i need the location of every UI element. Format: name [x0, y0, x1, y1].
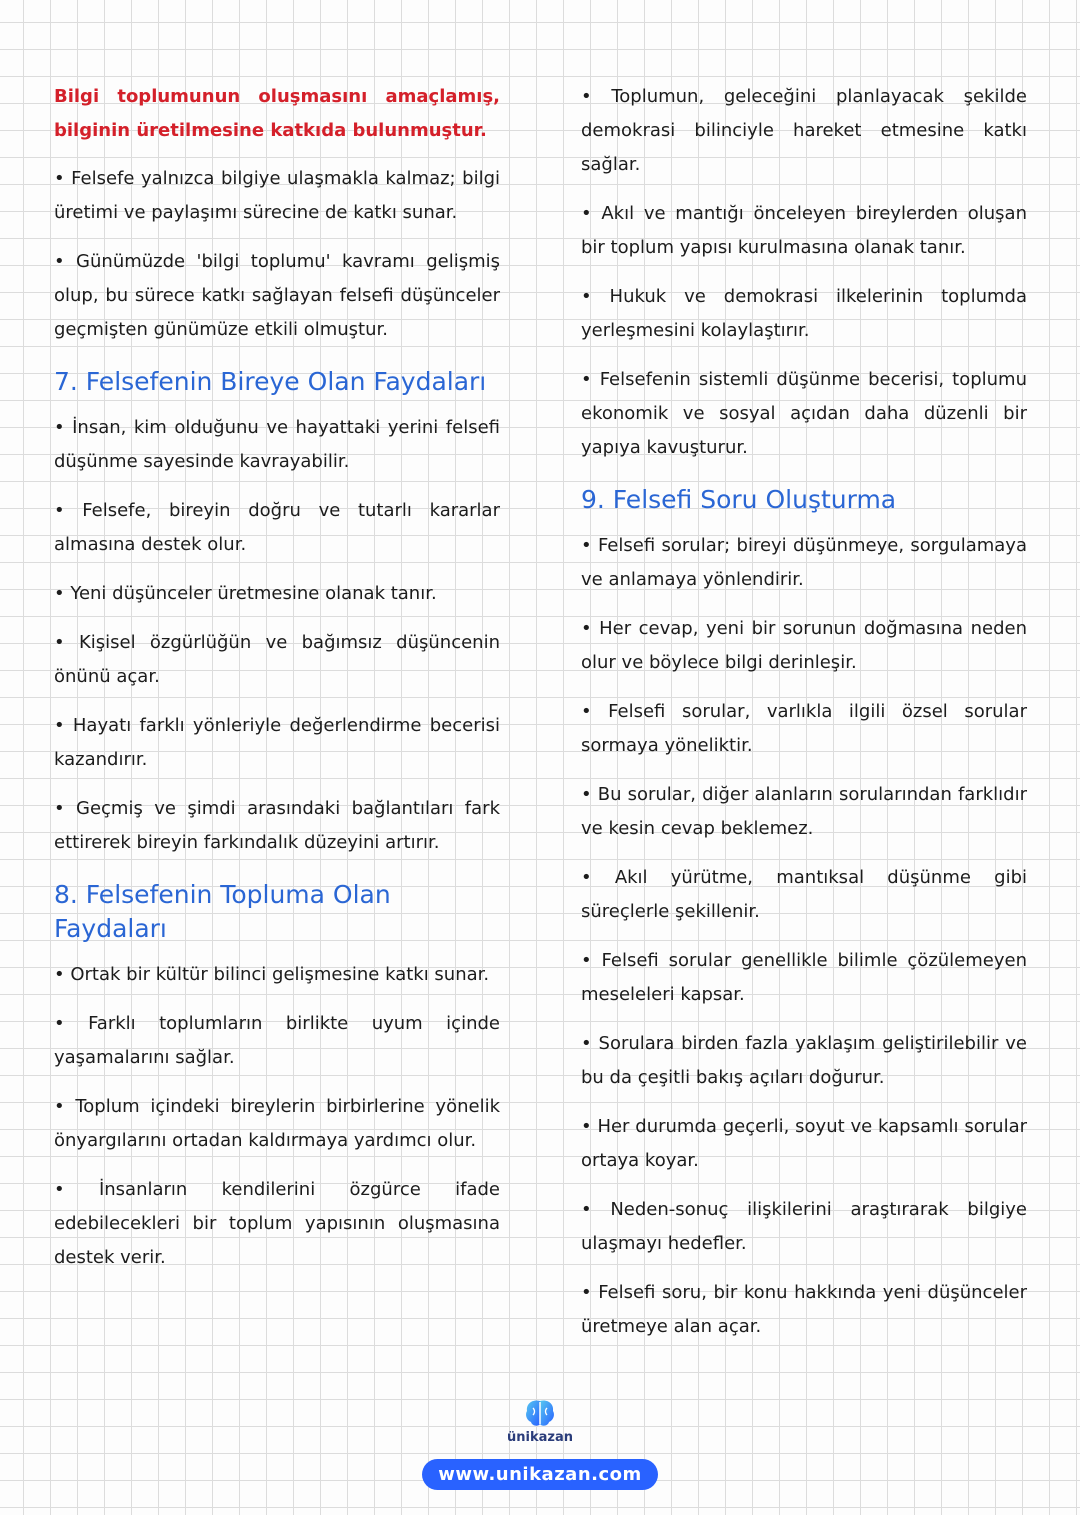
list-item: • Neden-sonuç ilişkilerini araştırarak bilgiye ulaşmayı hedefler. — [581, 1199, 1027, 1254]
intro-highlight: Bilgi toplumunun oluşmasını amaçlamış, bilginin üretilmesine katkıda bulunmuştur. — [54, 86, 500, 141]
list-item: • Günümüzde 'bilgi toplumu' kavramı gelişmiş olup, bu sürece katkı sağlayan felsefi düşünceler geçmişten günümüze etkili olmuştur. — [54, 251, 500, 340]
list-item: • İnsanların kendilerini özgürce ifade edebilecekleri bir toplum yapısının oluşmasına destek verir. — [54, 1179, 500, 1268]
list-item: • Felsefi sorular; bireyi düşünmeye, sorgulamaya ve anlamaya yönlendirir. — [581, 535, 1027, 590]
list-item: • Kişisel özgürlüğün ve bağımsız düşüncenin önünü açar. — [54, 632, 500, 687]
list-item: • Sorulara birden fazla yaklaşım geliştirilebilir ve bu da çeşitli bakış açıları doğurur. — [581, 1033, 1027, 1088]
list-item: • Felsefi soru, bir konu hakkında yeni düşünceler üretmeye alan açar. — [581, 1282, 1027, 1337]
list-item: • Felsefe, bireyin doğru ve tutarlı kararlar almasına destek olur. — [54, 500, 500, 555]
list-item: • Hayatı farklı yönleriyle değerlendirme becerisi kazandırır. — [54, 715, 500, 770]
section-7-title: 7. Felsefenin Bireye Olan Faydaları — [54, 367, 487, 396]
brand-logo — [0, 1398, 1080, 1445]
list-item: • Hukuk ve demokrasi ilkelerinin toplumda yerleşmesini kolaylaştırır. — [581, 286, 1027, 341]
footer — [0, 1398, 1080, 1490]
list-item: • İnsan, kim olduğunu ve hayattaki yerini felsefi düşünme sayesinde kavrayabilir. — [54, 417, 500, 472]
list-item: • Toplum içindeki bireylerin birbirlerine yönelik önyargılarını ortadan kaldırmaya yardımcı olur. — [54, 1096, 500, 1151]
list-item: • Yeni düşünceler üretmesine olanak tanır. — [54, 583, 437, 604]
list-item: • Her durumda geçerli, soyut ve kapsamlı sorular ortaya koyar. — [581, 1116, 1027, 1171]
list-item: • Felsefe yalnızca bilgiye ulaşmakla kalmaz; bilgi üretimi ve paylaşımı sürecine de katkı sunar. — [54, 168, 500, 223]
list-item: • Felsefi sorular, varlıkla ilgili özsel sorular sormaya yöneliktir. — [581, 701, 1027, 756]
list-item: • Akıl yürütme, mantıksal düşünme gibi süreçlerle şekillenir. — [581, 867, 1027, 922]
brand-name: ünikazan — [507, 1430, 573, 1445]
list-item: • Geçmiş ve şimdi arasındaki bağlantıları fark ettirerek bireyin farkındalık düzeyini artırır. — [54, 798, 500, 853]
list-item: • Farklı toplumların birlikte uyum içinde yaşamalarını sağlar. — [54, 1013, 500, 1068]
section-8-title: 8. Felsefenin Topluma Olan Faydaları — [54, 880, 391, 943]
right-column — [581, 80, 1027, 1359]
list-item: • Bu sorular, diğer alanların sorularından farklıdır ve kesin cevap beklemez. — [581, 784, 1027, 839]
section-9-title: 9. Felsefi Soru Oluşturma — [581, 485, 897, 514]
list-item: • Her cevap, yeni bir sorunun doğmasına neden olur ve böylece bilgi derinleşir. — [581, 618, 1027, 673]
website-link[interactable]: www.unikazan.com — [422, 1459, 658, 1490]
list-item: • Toplumun, geleceğini planlayacak şekilde demokrasi bilinciyle hareket etmesine katkı sağlar. — [581, 86, 1027, 175]
list-item: • Felsefenin sistemli düşünme becerisi, toplumu ekonomik ve sosyal açıdan daha düzenli bir yapıya kavuşturur. — [581, 369, 1027, 458]
list-item: • Felsefi sorular genellikle bilimle çözülemeyen meseleleri kapsar. — [581, 950, 1027, 1005]
left-column — [54, 80, 500, 1290]
list-item: • Ortak bir kültür bilinci gelişmesine katkı sunar. — [54, 964, 490, 985]
brain-icon — [522, 1398, 558, 1428]
list-item: • Akıl ve mantığı önceleyen bireylerden oluşan bir toplum yapısı kurulmasına olanak tanır. — [581, 203, 1027, 258]
